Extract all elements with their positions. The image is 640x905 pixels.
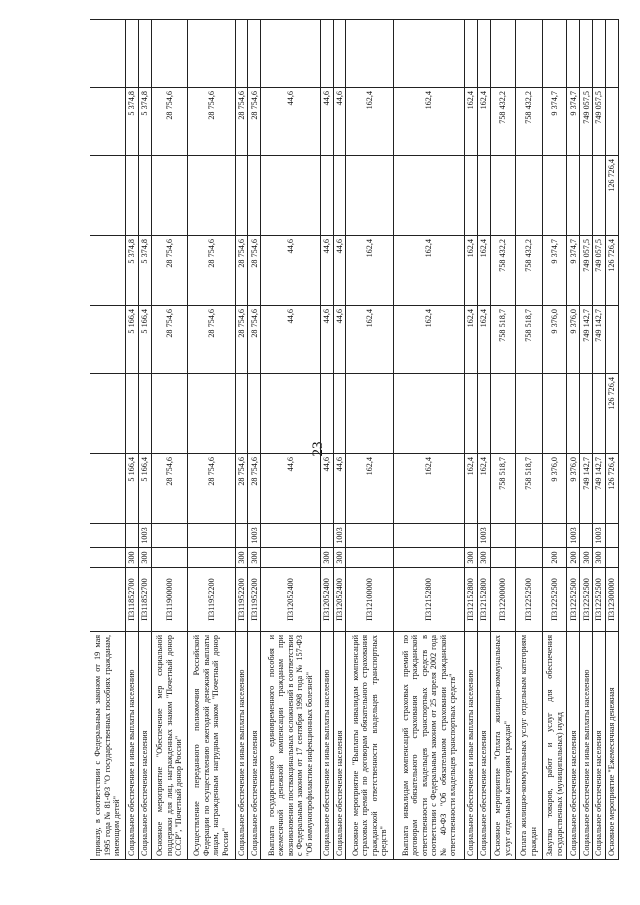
amount-cell: 28 754,6 [187,236,235,306]
amount-cell: 44,6 [261,88,320,156]
target-article-code: П312200000 [490,568,515,632]
expense-type-code [187,548,235,568]
amount-cell: 162,4 [394,454,465,524]
amount-cell [126,20,139,88]
target-article-code: П312052400 [320,568,333,632]
section-code: 1003 [478,524,491,548]
budget-table [90,19,619,860]
table-row [138,20,151,860]
row-description: Социальное обеспечение населения [333,632,346,860]
target-article-code: П311952200 [187,568,235,632]
table-row [515,20,542,860]
amount-cell: 758 432,2 [515,236,542,306]
amount-cell [542,374,567,454]
row-description: Социальное обеспечение и иные выплаты населению [235,632,248,860]
amount-cell [394,156,465,236]
amount-cell: 28 754,6 [235,236,248,306]
amount-cell [490,156,515,236]
amount-cell: 28 754,6 [151,306,187,374]
section-code [490,524,515,548]
section-code [90,524,126,548]
amount-cell [567,156,580,236]
amount-cell: 44,6 [320,454,333,524]
amount-cell [478,156,491,236]
amount-cell [151,374,187,454]
expense-type-code: 300 [478,548,491,568]
amount-cell [542,20,567,88]
amount-cell: 28 754,6 [248,454,261,524]
amount-cell: 44,6 [333,88,346,156]
amount-cell [151,156,187,236]
amount-cell [465,20,478,88]
amount-cell [542,156,567,236]
amount-cell [90,236,126,306]
table-row [261,20,320,860]
amount-cell: 758 432,2 [490,236,515,306]
amount-cell: 9 374,7 [567,236,580,306]
amount-cell [346,20,394,88]
amount-cell: 9 374,7 [567,88,580,156]
row-description: Социальное обеспечение населения [138,632,151,860]
amount-cell [606,20,619,88]
amount-cell [478,20,491,88]
row-description: Социальное обеспечение и иные выплаты населению [126,632,139,860]
amount-cell: 5 166,4 [126,306,139,374]
amount-cell [320,374,333,454]
section-code [261,524,320,548]
row-description: Закупка товаров, работ и услуг для обеспечения государственных (муниципальных) нужд [542,632,567,860]
amount-cell [580,20,593,88]
amount-cell: 28 754,6 [151,88,187,156]
amount-cell: 162,4 [346,306,394,374]
section-code [346,524,394,548]
table-row [478,20,491,860]
amount-cell [515,156,542,236]
amount-cell: 44,6 [320,236,333,306]
amount-cell: 162,4 [346,88,394,156]
row-description: Основное мероприятие "Ежемесячная денежная [606,632,619,860]
section-code [515,524,542,548]
amount-cell: 5 166,4 [126,454,139,524]
expense-type-code: 300 [126,548,139,568]
amount-cell: 749 142,7 [593,454,606,524]
amount-cell [235,374,248,454]
amount-cell: 749 057,5 [580,236,593,306]
page-number: 23 [310,441,326,457]
amount-cell [606,306,619,374]
target-article-code: П312100000 [346,568,394,632]
target-article-code: П312052400 [333,568,346,632]
expense-type-code: 200 [567,548,580,568]
amount-cell [394,20,465,88]
amount-cell [187,156,235,236]
row-description: Выплата государственного единовременного пособия и ежемесячной денежной компенсации гражданам при возникновении поствакцинальных осложнений в соответствии с Федеральным законом от 17 сентября 1998 года № 157-ФЗ "Об иммунопрофилактике инфекционных болезней" [261,632,320,860]
table-row [567,20,580,860]
expense-type-code [261,548,320,568]
target-article-code: П311952200 [235,568,248,632]
amount-cell: 28 754,6 [235,306,248,374]
amount-cell: 162,4 [478,306,491,374]
amount-cell [478,374,491,454]
target-article-code: П312300000 [606,568,619,632]
target-article-code: П312252500 [542,568,567,632]
amount-cell: 28 754,6 [248,306,261,374]
target-article-code: П312152800 [465,568,478,632]
target-article-code: П312252500 [515,568,542,632]
row-description: Социальное обеспечение и иные выплаты населению [580,632,593,860]
amount-cell: 28 754,6 [151,454,187,524]
section-code [187,524,235,548]
amount-cell: 9 374,7 [542,236,567,306]
amount-cell [248,20,261,88]
table-row [333,20,346,860]
section-code [126,524,139,548]
amount-cell: 9 376,0 [542,454,567,524]
amount-cell [90,88,126,156]
table-row [394,20,465,860]
table-row [320,20,333,860]
amount-cell: 28 754,6 [248,88,261,156]
amount-cell: 28 754,6 [187,88,235,156]
expense-type-code [346,548,394,568]
expense-type-code: 300 [465,548,478,568]
table-row [465,20,478,860]
amount-cell [567,20,580,88]
amount-cell: 749 057,5 [593,88,606,156]
target-article-code: П312152800 [478,568,491,632]
amount-cell: 44,6 [320,88,333,156]
target-article-code: П312252500 [580,568,593,632]
row-description: Социальное обеспечение и иные выплаты населению [320,632,333,860]
amount-cell: 28 754,6 [187,306,235,374]
amount-cell: 9 376,0 [567,454,580,524]
expense-type-code: 300 [138,548,151,568]
section-code: 1003 [593,524,606,548]
table-row [90,20,126,860]
expense-type-code [151,548,187,568]
amount-cell [394,374,465,454]
amount-cell [90,454,126,524]
expense-type-code [394,548,465,568]
amount-cell: 749 142,7 [580,306,593,374]
table-row [151,20,187,860]
amount-cell [90,20,126,88]
table-row [248,20,261,860]
expense-type-code [515,548,542,568]
budget-table-sheet [90,20,619,860]
amount-cell [346,374,394,454]
amount-cell: 749 057,5 [593,236,606,306]
table-row [593,20,606,860]
table-row [235,20,248,860]
amount-cell: 749 057,5 [580,88,593,156]
row-description: Осуществление переданного полномочия Российской Федерации по осуществлению ежегодной денежной выплаты лицам, награжденным нагрудным знаком "Почетный донор России" [187,632,235,860]
amount-cell [261,20,320,88]
amount-cell [515,374,542,454]
section-code [606,524,619,548]
amount-cell [333,20,346,88]
amount-cell [465,374,478,454]
amount-cell [138,156,151,236]
row-description: Социальное обеспечение населения [593,632,606,860]
target-article-code: П312252500 [593,568,606,632]
row-description: Выплата инвалидам компенсаций страховых премий по договорам обязательного страхования гражданской ответственности владельцев транспортных средств в соответствии с Федеральным законом от 25 апреля 2002 года № 40-ФЗ "Об обязательном страховании гражданской ответственности владельцев транспортных средств" [394,632,465,860]
amount-cell [465,156,478,236]
amount-cell: 162,4 [346,236,394,306]
target-article-code [90,568,126,632]
target-article-code: П311952200 [248,568,261,632]
table-row [606,20,619,860]
amount-cell [593,374,606,454]
row-description: Социальное обеспечение населения [478,632,491,860]
row-description: Основное мероприятие "Обеспечение мер социальной поддержки для лиц, награжденных знаком "Почетный донор СССР", "Почетный донор России" [151,632,187,860]
table-row [490,20,515,860]
target-article-code: П311852700 [138,568,151,632]
amount-cell: 126 726,4 [606,236,619,306]
section-code [235,524,248,548]
amount-cell: 5 166,4 [138,306,151,374]
expense-type-code: 300 [333,548,346,568]
amount-cell: 44,6 [261,236,320,306]
amount-cell [593,156,606,236]
amount-cell: 5 374,8 [138,236,151,306]
amount-cell [567,374,580,454]
amount-cell: 758 518,7 [515,454,542,524]
expense-type-code: 300 [320,548,333,568]
section-code: 1003 [567,524,580,548]
amount-cell: 5 374,8 [138,88,151,156]
amount-cell: 28 754,6 [151,236,187,306]
amount-cell [90,374,126,454]
amount-cell [333,156,346,236]
target-article-code: П312052400 [261,568,320,632]
section-code [320,524,333,548]
amount-cell: 162,4 [346,454,394,524]
amount-cell [346,156,394,236]
amount-cell [90,156,126,236]
amount-cell [261,156,320,236]
amount-cell [248,374,261,454]
amount-cell [261,374,320,454]
amount-cell [580,156,593,236]
section-code: 1003 [333,524,346,548]
section-code: 1003 [138,524,151,548]
row-description: Основное мероприятие "Оплата жилищно-коммунальных услуг отдельным категориям граждан" [490,632,515,860]
amount-cell: 5 166,4 [138,454,151,524]
amount-cell [490,20,515,88]
amount-cell: 44,6 [320,306,333,374]
amount-cell [138,20,151,88]
target-article-code: П311900000 [151,568,187,632]
expense-type-code: 200 [542,548,567,568]
expense-type-code: 300 [593,548,606,568]
amount-cell: 5 374,8 [126,88,139,156]
expense-type-code [90,548,126,568]
amount-cell: 28 754,6 [235,454,248,524]
row-description: Оплата жилищно-коммунальных услуг отдельным категориям граждан [515,632,542,860]
amount-cell: 162,4 [465,454,478,524]
row-description: Социальное обеспечение и иные выплаты населению [465,632,478,860]
amount-cell: 162,4 [465,236,478,306]
amount-cell: 44,6 [261,454,320,524]
amount-cell: 162,4 [478,454,491,524]
section-code: 1003 [248,524,261,548]
amount-cell [235,156,248,236]
amount-cell [138,374,151,454]
amount-cell: 9 376,0 [567,306,580,374]
expense-type-code: 300 [248,548,261,568]
amount-cell: 28 754,6 [187,454,235,524]
expense-type-code: 300 [580,548,593,568]
amount-cell: 758 518,7 [490,306,515,374]
table-row [580,20,593,860]
section-code [465,524,478,548]
amount-cell: 126 726,4 [606,454,619,524]
table-row [126,20,139,860]
amount-cell: 44,6 [333,306,346,374]
amount-cell: 162,4 [394,88,465,156]
row-description: Социальное обеспечение населения [248,632,261,860]
row-description: Основное мероприятие "Выплаты инвалидам компенсаций страховых премий по договорам обязательного страхования гражданской ответственности владельцев транспортных средств" [346,632,394,860]
amount-cell [151,20,187,88]
target-article-code: П312252500 [567,568,580,632]
section-code [580,524,593,548]
expense-type-code [490,548,515,568]
amount-cell: 44,6 [261,306,320,374]
expense-type-code: 300 [235,548,248,568]
amount-cell [333,374,346,454]
amount-cell [187,20,235,88]
amount-cell: 44,6 [333,236,346,306]
amount-cell: 9 374,7 [542,88,567,156]
amount-cell: 162,4 [394,236,465,306]
amount-cell [126,374,139,454]
amount-cell [580,374,593,454]
expense-type-code [606,548,619,568]
section-code [394,524,465,548]
section-code [151,524,187,548]
amount-cell: 162,4 [478,88,491,156]
table-row [187,20,235,860]
amount-cell: 758 518,7 [515,306,542,374]
amount-cell [593,20,606,88]
amount-cell [90,306,126,374]
table-row [542,20,567,860]
amount-cell: 5 374,8 [126,236,139,306]
table-row [346,20,394,860]
amount-cell [126,156,139,236]
amount-cell: 28 754,6 [248,236,261,306]
amount-cell: 28 754,6 [235,88,248,156]
row-description: Социальное обеспечение населения [567,632,580,860]
amount-cell: 44,6 [333,454,346,524]
amount-cell [187,374,235,454]
amount-cell [320,156,333,236]
amount-cell: 749 142,7 [580,454,593,524]
amount-cell [235,20,248,88]
amount-cell: 162,4 [465,88,478,156]
target-article-code: П311852700 [126,568,139,632]
amount-cell: 162,4 [478,236,491,306]
row-description: приказу, в соответствии с Федеральным законом от 19 мая 1995 года № 81-ФЗ "О государственных пособиях гражданам, имеющим детей" [90,632,126,860]
amount-cell [606,88,619,156]
amount-cell [490,374,515,454]
section-code [542,524,567,548]
amount-cell: 9 376,0 [542,306,567,374]
amount-cell: 749 142,7 [593,306,606,374]
amount-cell [248,156,261,236]
amount-cell: 162,4 [465,306,478,374]
target-article-code: П312152800 [394,568,465,632]
amount-cell: 758 518,7 [490,454,515,524]
amount-cell: 126 726,4 [606,374,619,454]
amount-cell: 758 432,2 [515,88,542,156]
amount-cell [320,20,333,88]
amount-cell: 162,4 [394,306,465,374]
amount-cell: 126 726,4 [606,156,619,236]
amount-cell: 758 432,2 [490,88,515,156]
amount-cell [515,20,542,88]
